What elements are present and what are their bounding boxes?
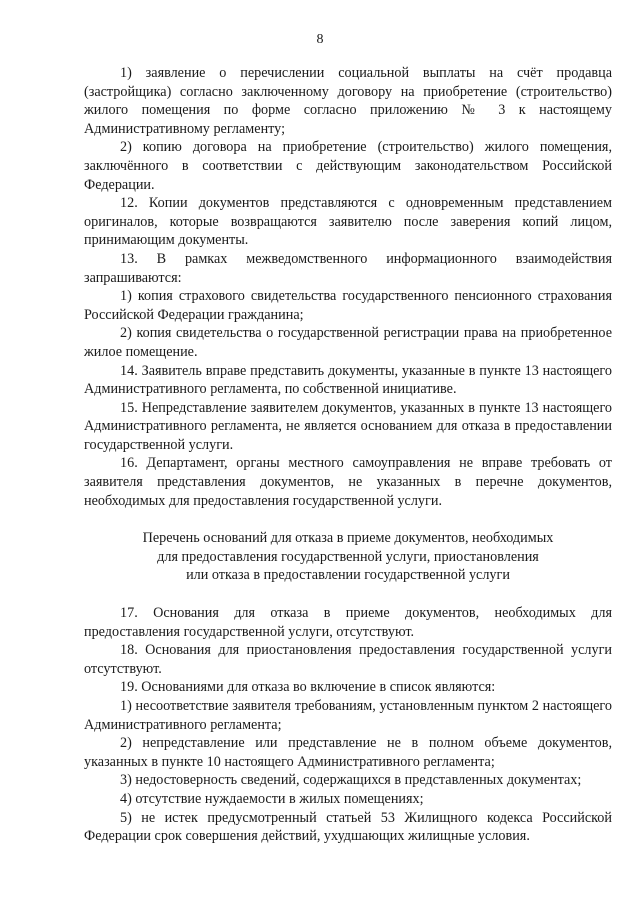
paragraph: 2) копию договора на приобретение (строительство) жилого помещения, заключённого в соответствии с действующим законодательством Российской Федерации. [84, 139, 612, 193]
paragraph: 19. Основаниями для отказа во включение в список являются: [120, 679, 496, 696]
section-title-line: для предоставления государственной услуги, приостановления [157, 548, 539, 565]
paragraph: 1) копия страхового свидетельства государственного пенсионного страхования Российской Федерации гражданина; [84, 288, 612, 323]
paragraph: 1) несоответствие заявителя требованиям, установленным пунктом 2 настоящего Административного регламента; [84, 698, 612, 733]
paragraph: 5) не истек предусмотренный статьей 53 Жилищного кодекса Российской Федерации срок совершения действий, ухудшающих жилищные условия. [84, 809, 612, 845]
paragraph: 4) отсутствие нуждаемости в жилых помещениях; [120, 790, 424, 807]
paragraph: 14. Заявитель вправе представить документы, указанные в пункте 13 настоящего Административного регламента, по собственной инициативе. [84, 362, 612, 398]
paragraph: 2) непредставление или представление не в полном объеме документов, указанных в пункте 10 настоящего Административного регламента; [84, 735, 612, 770]
paragraph: 12. Копии документов представляются с одновременным представлением оригиналов, которые возвращаются заявителю после заверения копий лицом, принимающим документы. [84, 195, 612, 249]
paragraph: 3) недостоверность сведений, содержащихся в представленных документах; [120, 772, 582, 789]
paragraph: 2) копия свидетельства о государственной регистрации права на приобретенное жилое помещение. [84, 325, 612, 360]
page-number: 8 [316, 32, 324, 47]
paragraph: 18. Основания для приостановления предоставления государственной услуги отсутствуют. [84, 642, 612, 677]
section-title-line: Перечень оснований для отказа в приеме документов, необходимых [142, 530, 554, 547]
paragraph: 1) заявление о перечислении социальной выплаты на счёт продавца (застройщика) согласно заключенному договору на приобретение (строительство) жилого помещения по форме согласно приложению № 3 к настоящему Административному регламенту; [84, 65, 612, 137]
section-title-line: или отказа в предоставлении государственной услуги [186, 567, 510, 584]
paragraph: 16. Департамент, органы местного самоуправления не вправе требовать от заявителя представления документов, не указанных в перечне документов, необходимых для предоставления государственной услуги. [84, 455, 612, 509]
paragraph: 13. В рамках межведомственного информационного взаимодействия запрашиваются: [84, 250, 612, 286]
section-title [84, 529, 612, 585]
paragraph: 17. Основания для отказа в приеме документов, необходимых для предоставления государственной услуги, отсутствуют. [84, 605, 612, 640]
document-body [84, 64, 612, 846]
paragraph: 15. Непредставление заявителем документов, указанных в пункте 13 настоящего Административного регламента, не является основанием для отказа в предоставлении государственной услуги. [84, 399, 612, 453]
